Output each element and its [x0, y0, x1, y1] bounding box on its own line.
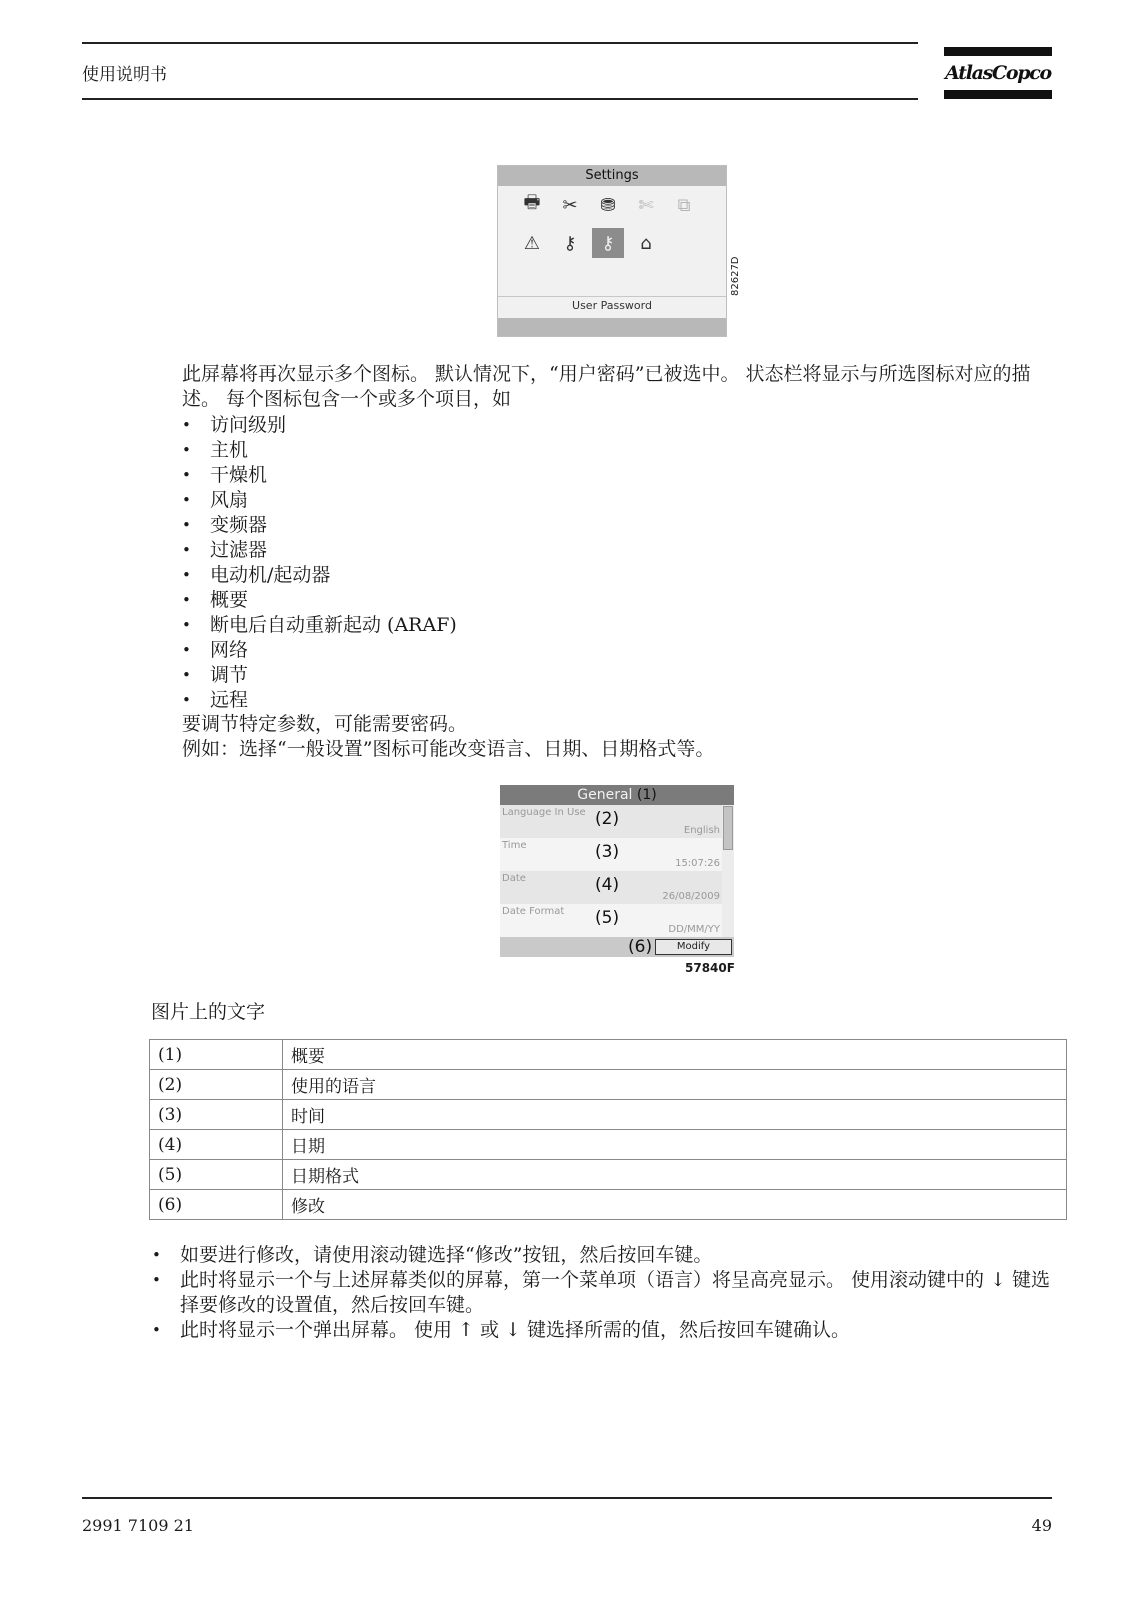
legend-text: 日期格式	[283, 1160, 1067, 1190]
table-row	[150, 1130, 1067, 1160]
list-item: • 此时将显示一个弹出屏幕。 使用 ↑ 或 ↓ 键选择所需的值，然后按回车键确认。	[152, 1318, 1052, 1343]
key-icon: ⚷	[563, 232, 577, 254]
row-label: Date	[502, 873, 526, 884]
list-item: • 如要进行修改，请使用滚动键选择“修改”按钮，然后按回车键。	[152, 1243, 1052, 1268]
intro-paragraph: 此屏幕将再次显示多个图标。 默认情况下，“用户密码”已被选中。 状态栏将显示与所选图标对应的描述。 每个图标包含一个或多个项目，如	[182, 363, 1031, 410]
list-item: • 此时将显示一个与上述屏幕类似的屏幕，第一个菜单项（语言）将呈高亮显示。 使用滚动键中的 ↓ 键选择要修改的设置值，然后按回车键。	[152, 1268, 1052, 1318]
row-ref: (4)	[595, 875, 620, 895]
general-title-ref: (1)	[636, 787, 657, 803]
list-item: • 访问级别	[182, 413, 457, 438]
general-row-language	[500, 805, 722, 838]
list-item: • 主机	[182, 438, 457, 463]
warning-icon: ⚠	[523, 232, 541, 254]
page-number: 49	[1031, 1516, 1052, 1535]
general-row-date	[500, 871, 722, 904]
table-row	[150, 1100, 1067, 1130]
list-item: • 概要	[182, 588, 457, 613]
modify-ref: (6)	[628, 937, 653, 957]
table-row	[150, 1040, 1067, 1070]
settings-screen-title: Settings	[498, 166, 726, 186]
general-row-date-format	[500, 904, 722, 937]
row-label: Language In Use	[502, 807, 586, 818]
row-label: Time	[502, 840, 527, 851]
user-password-icon: ⚷	[592, 228, 624, 258]
settings-status-bar: User Password	[498, 296, 726, 315]
list-item: • 干燥机	[182, 463, 457, 488]
general-footer-bar	[500, 937, 734, 957]
general-screen-title	[500, 785, 734, 805]
general-row-time	[500, 838, 722, 871]
logo-bar-bottom	[944, 90, 1052, 99]
general-title-text: General	[577, 787, 633, 803]
row-ref: (5)	[595, 908, 620, 928]
list-item: • 风扇	[182, 488, 457, 513]
table-row	[150, 1190, 1067, 1220]
legend-ref: (1)	[150, 1040, 283, 1070]
header-rule-top	[82, 42, 918, 44]
row-ref: (2)	[595, 809, 620, 829]
legend-text: 概要	[283, 1040, 1067, 1070]
settings-figure-code: 82627D	[730, 256, 741, 296]
settings-screen-figure	[497, 165, 727, 337]
row-label: Date Format	[502, 906, 565, 917]
list-item: • 电动机/起动器	[182, 563, 457, 588]
footer-doc-code: 2991 7109 21	[82, 1516, 194, 1535]
icon-items-list	[182, 413, 457, 713]
figure-caption: 图片上的文字	[151, 1001, 266, 1023]
legend-table	[149, 1039, 1067, 1220]
example-note: 例如：选择“一般设置”图标可能改变语言、日期、日期格式等。	[182, 738, 715, 760]
row-value: English	[683, 825, 720, 836]
document-title: 使用说明书	[82, 65, 167, 85]
table-row	[150, 1070, 1067, 1100]
legend-ref: (4)	[150, 1130, 283, 1160]
list-item: • 过滤器	[182, 538, 457, 563]
row-value: 15:07:26	[675, 858, 720, 869]
general-figure-code: 57840F	[685, 961, 735, 975]
row-ref: (3)	[595, 842, 620, 862]
logo-text: AtlasCopco	[945, 62, 1051, 84]
list-item: • 断电后自动重新起动 (ARAF)	[182, 613, 457, 638]
table-row	[150, 1160, 1067, 1190]
modify-button: Modify	[655, 939, 732, 955]
row-value: 26/08/2009	[662, 891, 720, 902]
list-item: • 网络	[182, 638, 457, 663]
legend-ref: (6)	[150, 1190, 283, 1220]
row-value: DD/MM/YY	[668, 924, 720, 935]
atlas-copco-logo	[944, 47, 1052, 99]
footer-rule	[82, 1497, 1052, 1499]
general-scrollbar-thumb	[723, 806, 733, 850]
list-item: • 调节	[182, 663, 457, 688]
printer-icon: 🖶	[523, 192, 541, 213]
list-item: • 变频器	[182, 513, 457, 538]
legend-text: 时间	[283, 1100, 1067, 1130]
list-item: • 远程	[182, 688, 457, 713]
export-icon: ⧉	[677, 194, 691, 216]
tools-icon: ✂	[562, 194, 578, 216]
legend-text: 日期	[283, 1130, 1067, 1160]
general-screen-figure	[500, 785, 734, 960]
instructions-list	[152, 1243, 1052, 1343]
header-rule-bottom	[82, 98, 918, 100]
network-icon: ⌂	[640, 232, 652, 254]
legend-ref: (3)	[150, 1100, 283, 1130]
password-note: 要调节特定参数，可能需要密码。	[182, 713, 468, 735]
logo-bar-top	[944, 47, 1052, 56]
legend-ref: (2)	[150, 1070, 283, 1100]
dryer-icon: ⛃	[600, 194, 616, 216]
legend-ref: (5)	[150, 1160, 283, 1190]
service-icon: ✄	[638, 194, 654, 216]
settings-footer-bar	[498, 318, 726, 336]
legend-text: 修改	[283, 1190, 1067, 1220]
legend-text: 使用的语言	[283, 1070, 1067, 1100]
